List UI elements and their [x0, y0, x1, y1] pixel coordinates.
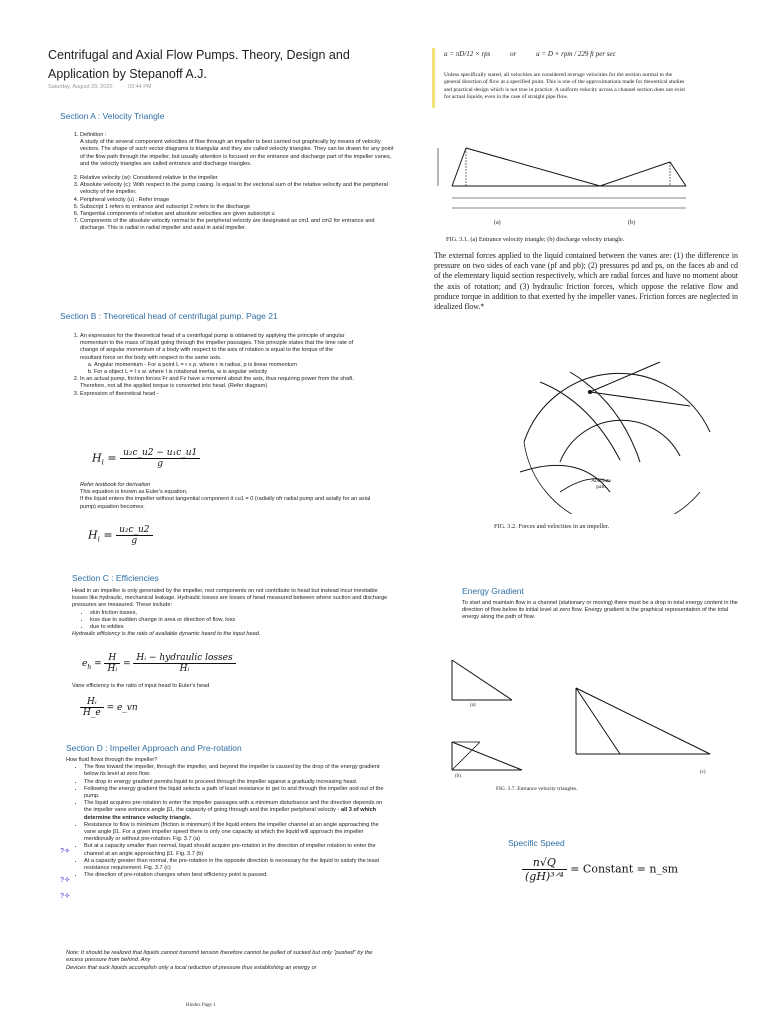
figure-label-b: (b) — [455, 774, 461, 779]
list-item: 7. Components of the absolute velocity normal to the peripheral velocity are designated as cm1 and cm2 for entrance and discharge. This is radial in radial impeller and axial in axial impeller. — [80, 218, 398, 232]
figure-label-b: (b) — [628, 220, 635, 226]
list-item: 2. In an actual pump, friction forces Fr and Fz have a moment about the axis, thus requiring power from the shaft. Therefore, not all the applied torque is converted into head. (Refer diagram) — [80, 376, 354, 390]
question-mark-icon: ?✧ — [60, 848, 71, 855]
vane-efficiency-text: Vane efficiency is the ratio of input head to Euler's head — [72, 683, 210, 689]
euler-notes: Refer textbook for derivation This equation is known as Euler's equation, If the liquid enters the impeller without tangential component it cu1 = 0 (radially ofr radial pump and axially for an axial pump) equation becomes: — [80, 482, 371, 510]
page-time: 03:44 PM — [127, 84, 152, 90]
list-item: 3. Absolute velocity (c): With respect to the pump casing. Is equal to the vectorial sum of the relative velocity and the peripheral velocity of the impeller. — [80, 182, 398, 196]
external-forces-paragraph: The external forces applied to the liquid contained between the vanes are: (1) the difference in pressure on two sides of each vane (pf and pb); (2) pressures pd and ps, on the faces ab and cd of the elementary liquid section respectively, which are radial forces and have no moment about the axis of rotation; and (3) hydraulic friction forces, which oppose the relative flow and produce torque in addition to that exerted by the impeller vanes. Friction forces are neglected in idealized flow.* — [434, 251, 738, 312]
figure-3-1-caption: FIG. 3.1. (a) Entrance velocity triangle; (b) discharge velocity triangle. — [446, 236, 625, 243]
energy-gradient-heading: Energy Gradient — [462, 586, 524, 596]
peripheral-velocity-equation: u = πD/12 × rps or u = D × rpm / 229 ft per sec — [444, 50, 616, 58]
section-a-heading: Section A : Velocity Triangle — [60, 111, 165, 121]
page-date: Saturday, August 29, 2020 — [48, 84, 113, 90]
list-item: 4. Peripheral velocity (u) : Refer image — [80, 197, 398, 204]
section-d-body: How fluid flows through the impeller? • The flow toward the impeller, through the impeller, and beyond the impeller is caused by the drop of the energy gradient below its level at zero flow. • The drop in energy gradient permits liquid to proceed through the impeller against a gradually increasing head. • Following the energy gradient the liquid selects a path of least resistance to get to and through the impeller and out of the pump. • The liquid acquires pre-rotation to enter the impeller passages with a minimum disturbance and the direction depends on the impeller vane entrance angle β1, the capacity of going through and the impeller peripheral velocity - all 3 of which determine the entrance velocity triangle. • Resistance to flow is minimum (friction is minimum) if the liquid enters the impeller channel at an angle approaching the vane angle β1. For a given impeller speed there is only one capacity at which the liquid will approach the impeller meridionally or without pre-rotation. Fig. 3.7 (a) • But at a capacity smaller than normal, liquid should acquire pre-rotation in the direction of impeller rotation to enter the channel at an angle approaching β1. Fig. 3.7 (b) • At a capacity greater than normal, the pre-rotation in the opposite direction is necessary for the liquid to satisfy the least resistance requirement. Fig. 3.7 (c) • The direction of pre-rotation changes when best efficiency point is passed. — [66, 757, 384, 879]
entrance-discharge-triangles — [428, 138, 698, 234]
note-text: Note: It should be realized that liquids cannot transmit tension therefore cannot be pulled of sucked but only "pushed" by the excess pressure from behind. Any Devices that suck liquids accomplish only a local reduction of pressure thus establishing an energy or — [66, 950, 373, 971]
figure-label-c: (c) — [700, 770, 706, 775]
list-item: 1. Definition : A study of the several component velocities of flow through an impeller is best carried out graphically by means of velocity vectors. The shape of such vector diagrams is triangular and they are called velocity triangles. They can be drawn for any point of the flow path through the impeller, but usually attention is focused on the entrance and discharge part of the impeller vanes, and the velocity triangles are called entrance and discharge triangles. — [80, 132, 398, 168]
list-item: 2. Relative velocity (w): Considered relative to the impeller — [80, 175, 398, 182]
entrance-velocity-triangle-c — [560, 684, 720, 764]
page-footer: Hindex Page 1 — [186, 1003, 216, 1008]
figure-3-2-caption: FIG. 3.2. Forces and velocities in an impeller. — [494, 523, 610, 530]
list-item: • At a capacity greater than normal, the pre-rotation in the opposite direction is necessary for the liquid to satisfy the least resistance requirement. Fig. 3.7 (c) — [84, 858, 384, 872]
hydraulic-efficiency-equation: $e_h$ = $\frac{H}{\text{Hᵢ}}$ = $\frac{\text{Hᵢ − hydraulic losses}}{\text{Hᵢ}}$ — [82, 653, 236, 674]
specific-speed-heading: Specific Speed — [508, 838, 565, 848]
velocity-assumption-paragraph: Unless specifically stated, all velocities are considered average velocities for the section normal to the general direction of flow at a specified point. This is one of the approximations made for theoretical studies and practical design which is not true in practice. A uniform velocity across a channel section does not exist for actual liquids, even in the case of straight pipe flow. — [444, 72, 685, 100]
section-d-heading: Section D : Impeller Approach and Pre-rotation — [66, 743, 242, 753]
list-item: 5. Subscript 1 refers to entrance and subscript 2 refers to the discharge — [80, 204, 398, 211]
section-c-body: Head in an impeller is only generated by the impeller, rest components on not contribute to head but instead incur inevitable losses like hydraulic, mechanical leakage. Hydraulic losses are losses of head measured between where suction and discharge pressures are measured. These include: • skin friction losses, • loss due to sudden change in area or direction of flow, loss • due to eddies Hydraulic efficiency is the ratio of available dynamic heard to the input head. — [72, 588, 388, 638]
specific-speed-equation: $\frac{n√Q}{\text{(gH)³ᐟ⁴}}$ = Constant = n_sm — [522, 856, 678, 883]
euler-equation-simplified: $H_i$ = $\frac{\text{u₂c\_u2}}{g}$ — [88, 525, 153, 546]
list-item: • due to eddies — [90, 624, 388, 631]
list-item: • The direction of pre-rotation changes when best efficiency point is passed. — [84, 872, 384, 879]
highlight-mark — [432, 48, 435, 108]
vane-efficiency-equation: $\frac{\text{Hᵢ}}{H\_e}$ = e_vn — [80, 697, 138, 718]
absolute-path-label: Absolute path — [591, 478, 611, 490]
section-b-heading: Section B : Theoretical head of centrifugal pump. Page 21 — [60, 311, 278, 321]
question-mark-icon: ?✧ — [60, 877, 71, 884]
figure-3-7-caption: FIG. 3.7. Entrance velocity triangles. — [496, 786, 578, 792]
list-item: b. For a object L = I x w. where I is rotational inertia, w is angular velocity — [94, 369, 354, 376]
list-item: • The flow toward the impeller, through the impeller, and beyond the impeller is caused by the drop of the energy gradient below its level at zero flow. — [84, 764, 384, 778]
section-c-heading: Section C : Efficiencies — [72, 573, 159, 583]
figure-label-a: (a) — [470, 703, 476, 708]
page-meta — [48, 84, 166, 90]
energy-gradient-text: To start and maintain flow in a channel (stationary or moving) there must be a drop in total energy content in the direction of flow below its initial level at zero flow. Energy gradient is the graphical representation of the total energy along the path of flow. — [462, 600, 738, 621]
list-item: 3. Expression of theoretical head - — [80, 391, 354, 398]
list-item: • Following the energy gradient the liquid selects a path of least resistance to get to and through the impeller and out of the pump. — [84, 786, 384, 800]
list-item: • Resistance to flow is minimum (friction is minimum) if the liquid enters the impeller channel at an angle approaching the vane angle β1. For a given impeller speed there is only one capacity at which the liquid will approach the impeller meridionally or without pre-rotation. Fig. 3.7 (a) — [84, 822, 384, 844]
euler-equation: $H_i$ = $\frac{\text{u₂c\_u2 − u₁c\_u1}}{g}$ — [92, 448, 200, 469]
list-item: a. Angular momentum - For a point L = r x p. where r is radius, p is linear momentum — [94, 362, 354, 369]
list-item: • loss due to sudden change in area or direction of flow, loss — [90, 617, 388, 624]
page-title: Centrifugal and Axial Flow Pumps. Theory, Design and Application by Stepanoff A.J. — [48, 48, 350, 81]
section-a-body — [64, 132, 398, 233]
figure-label-a: (a) — [494, 220, 501, 226]
list-item: • The liquid acquires pre-rotation to enter the impeller passages with a minimum disturbance and the direction depends on the impeller vane entrance angle β1, the capacity of going through and the impeller peripheral velocity - all 3 of which determine the entrance velocity triangle. — [84, 800, 384, 822]
list-item: 6. Tangential components of relative and absolute velocities are given subscript u — [80, 211, 398, 218]
list-item: • The drop in energy gradient permits liquid to proceed through the impeller against a gradually increasing head. — [84, 779, 384, 786]
list-item: 1. An expression for the theoretical head of a centrifugal pump is obtained by applying the principle of angular momentum to the mass of liquid going through the impeller passages. This principle states that the time rate of change of angular momentum of a body with respect to the axis of rotation is equal to the torque of the resultant force on the body with respect to the same axis. a. Angular momentum - For a point L = r x p. where r is radius, p is linear momentum b. For a object L = I x w. where I is rotational inertia, w is angular velocity — [80, 333, 354, 376]
section-b-body — [64, 333, 354, 398]
list-item: • skin friction losses, — [90, 610, 388, 617]
list-item: • But at a capacity smaller than normal, liquid should acquire pre-rotation in the direction of impeller rotation to enter the channel at an angle approaching β1. Fig. 3.7 (b) — [84, 843, 384, 857]
question-mark-icon: ?✧ — [60, 893, 71, 900]
